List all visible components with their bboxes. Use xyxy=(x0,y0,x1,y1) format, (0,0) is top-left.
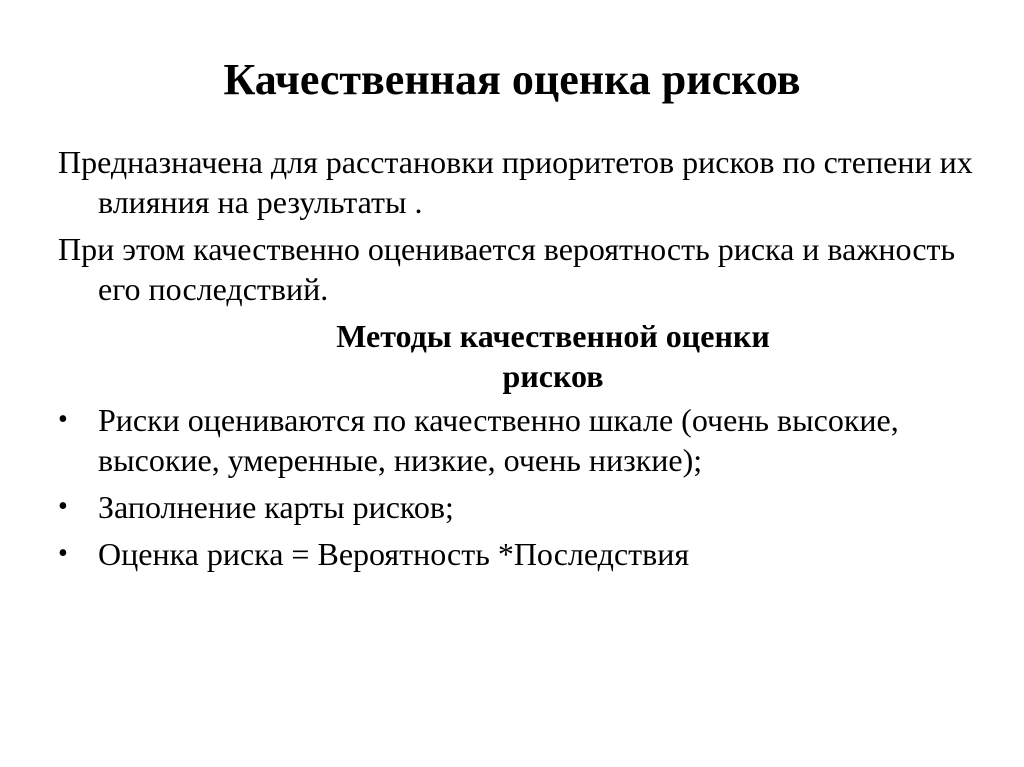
methods-subheading-line-1: Методы качественной оценки xyxy=(336,318,770,354)
bullet-icon: • xyxy=(58,491,68,522)
list-item-text: Оценка риска = Вероятность *Последствия xyxy=(98,536,690,572)
slide-body xyxy=(58,142,978,581)
methods-subheading-line-2: рисков xyxy=(502,358,604,394)
paragraph-assessment: При этом качественно оценивается вероятность риска и важность его последствий. xyxy=(58,231,956,307)
list-item xyxy=(58,487,978,527)
list-item-text: Риски оцениваются по качественно шкале (очень высокие, высокие, умеренные, низкие, очень низкие); xyxy=(98,402,899,478)
list-item-text: Заполнение карты рисков; xyxy=(98,489,454,525)
methods-list xyxy=(58,400,978,574)
slide-title: Качественная оценка рисков xyxy=(223,55,801,104)
paragraph-purpose: Предназначена для расстановки приоритетов рисков по степени их влияния на результаты . xyxy=(58,144,973,220)
methods-subheading xyxy=(58,316,978,396)
bullet-icon: • xyxy=(58,538,68,569)
list-item xyxy=(58,400,978,480)
bullet-icon: • xyxy=(58,404,68,435)
list-item xyxy=(58,534,978,574)
